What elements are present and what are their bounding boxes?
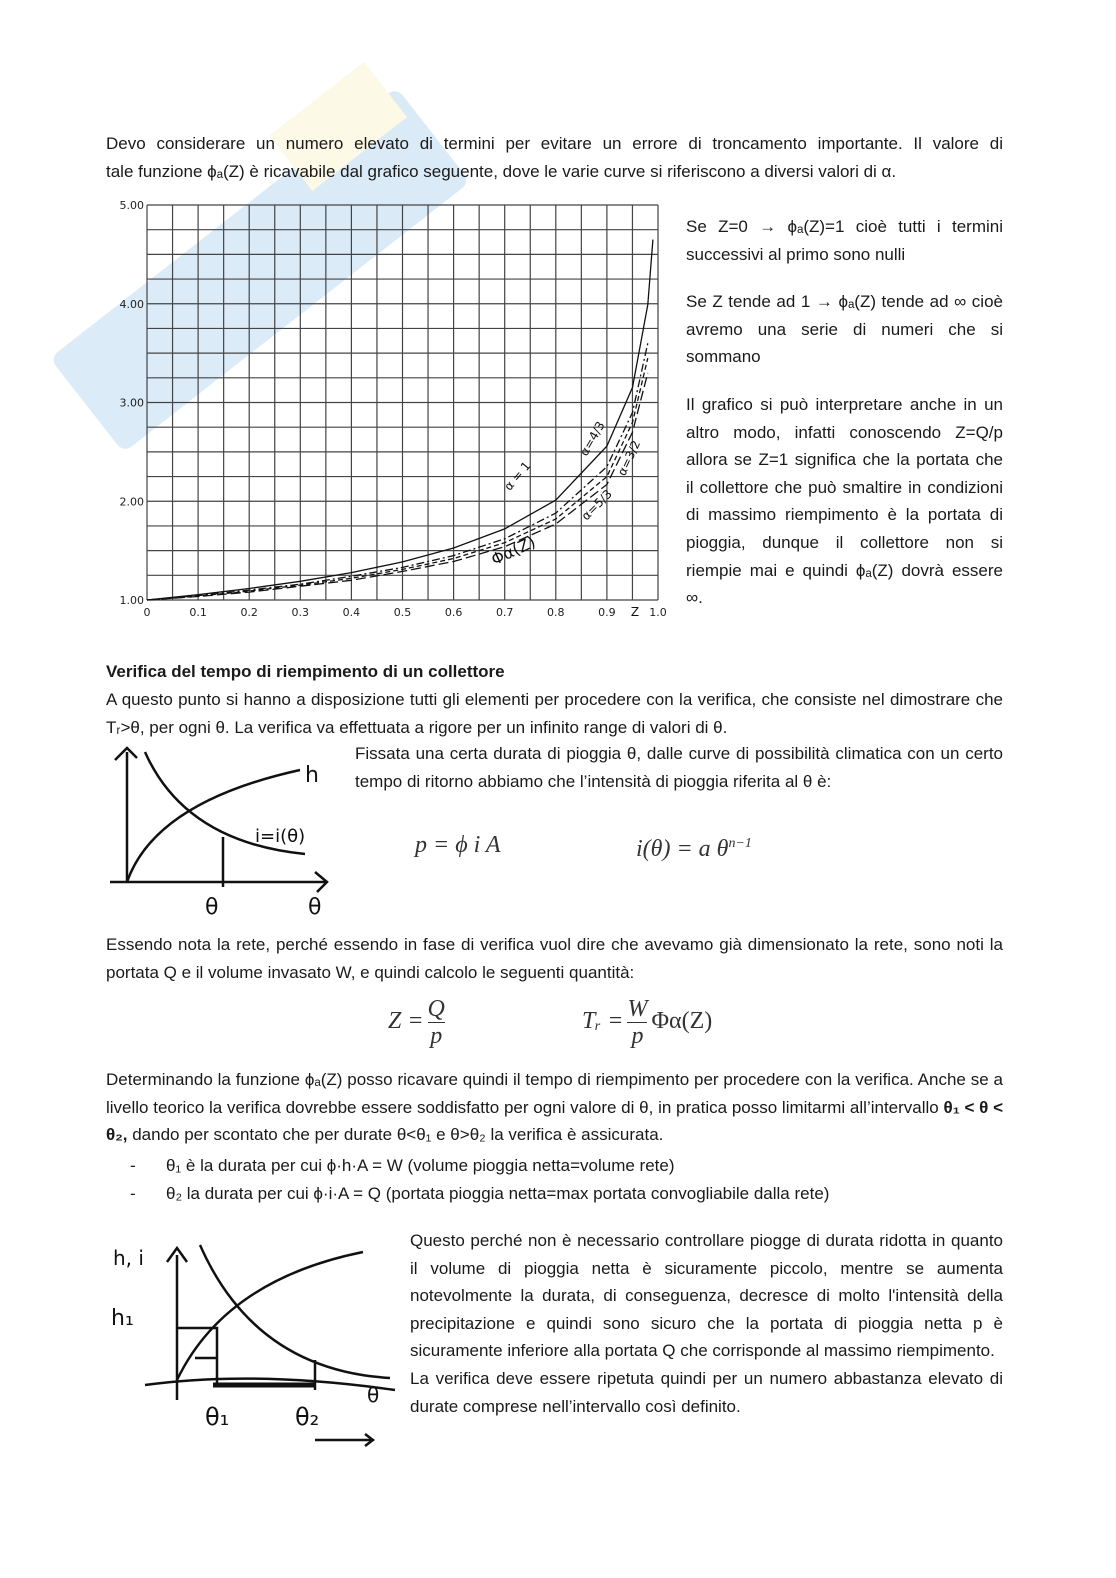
x-tick-label: 0 bbox=[143, 606, 151, 619]
y-tick-label: 2.00 bbox=[119, 495, 144, 509]
bullet-marker: - bbox=[130, 1156, 136, 1175]
y-tick-label: 3.00 bbox=[119, 396, 144, 410]
chart-note-2: Se Z tende ad 1 → ϕₐ(Z) tende ad ∞ cioè avremo una serie di numeri che si sommano bbox=[686, 292, 1003, 367]
final-para-2: La verifica deve essere ripetuta quindi per un numero abbastanza elevato di durate comprese nell’intervallo così definito. bbox=[410, 1368, 1003, 1416]
formula-tr bbox=[582, 996, 712, 1049]
x-tick-label: 0.6 bbox=[444, 606, 463, 619]
bullet-marker: - bbox=[130, 1184, 136, 1203]
y-tick-label: 4.00 bbox=[119, 297, 144, 311]
x-tick-label: 0.5 bbox=[393, 606, 412, 619]
section-heading: Verifica del tempo di riempimento di un collettore bbox=[106, 662, 505, 681]
series-label: α=3/2 bbox=[614, 438, 644, 478]
formula-p: p = ϕ i A bbox=[415, 832, 501, 858]
formula-z-lhs: Z = bbox=[388, 1008, 424, 1035]
formula-tr-den: p bbox=[631, 1023, 644, 1049]
sketch1-i-label: i=i(θ) bbox=[255, 826, 306, 847]
x-tick-label: 0.7 bbox=[495, 606, 514, 619]
formula-tr-num: W bbox=[627, 996, 648, 1022]
sketch1-h-label: h bbox=[305, 763, 319, 788]
x-tick-label: 0.1 bbox=[189, 606, 207, 619]
series-line bbox=[147, 358, 648, 600]
formula-z bbox=[388, 996, 449, 1049]
x-tick-label: 0.2 bbox=[240, 606, 258, 619]
section-para3: Determinando la funzione ϕₐ(Z) posso ricavare quindi il tempo di riempimento per procedere con la verifica. Anche se a livello teorico la verifica dovrebbe essere soddisfatto per ogni valore di θ, in pratica posso limitarmi all’intervallo bbox=[106, 1070, 1003, 1117]
sketch2-theta1-label: θ₁ bbox=[205, 1403, 230, 1431]
formula-i-exponent: n−1 bbox=[728, 836, 752, 851]
sketch1-theta-label: θ bbox=[205, 895, 219, 920]
intro-line-1: Devo considerare un numero elevato di termini per evitare un errore di troncamento importante. Il valore di bbox=[106, 134, 1003, 153]
curve-label: Φα(Z) bbox=[488, 532, 539, 570]
sketch2-theta2-label: θ₂ bbox=[295, 1403, 320, 1431]
x-tick-label: 0.3 bbox=[291, 606, 310, 619]
series-label: α=5/3 bbox=[578, 486, 615, 524]
x-tick-label: 0.8 bbox=[547, 606, 565, 619]
series-line bbox=[147, 373, 648, 600]
section-para2: Essendo nota la rete, perché essendo in fase di verifica vuol dire che avevamo già dimensionato la rete, sono noti la portata Q e il volume invasato W, e quindi calcolo le seguenti quantità: bbox=[106, 935, 1003, 982]
series-line bbox=[147, 343, 648, 600]
interval-bold: θ₁ < θ < θ₂, bbox=[106, 1097, 1004, 1145]
formula-z-num: Q bbox=[427, 996, 445, 1022]
x-tick-label: 1.0 bbox=[649, 606, 667, 619]
series-label: α = 1 bbox=[501, 458, 534, 494]
intro-line-2: tale funzione ϕₐ(Z) è ricavabile dal grafico seguente, dove le varie curve si riferiscono a diversi valori di α. bbox=[106, 162, 897, 181]
sketch2-axis-label: θ bbox=[367, 1383, 380, 1407]
formula-z-den: p bbox=[430, 1023, 443, 1049]
x-tick-label: 0.4 bbox=[342, 606, 361, 619]
sketch-h-i-curves bbox=[105, 742, 335, 922]
section-para3-end: dando per scontato che per durate θ<θ₁ e θ>θ₂ la verifica è assicurata. bbox=[132, 1125, 664, 1145]
x-axis-label: Z bbox=[630, 605, 640, 619]
y-tick-label: 5.00 bbox=[119, 199, 144, 212]
series-line bbox=[147, 240, 653, 600]
formula-i-base: i(θ) = a θ bbox=[636, 836, 729, 862]
chart-note-1: Se Z=0 → ϕₐ(Z)=1 cioè tutti i termini successivi al primo sono nulli bbox=[686, 217, 1003, 264]
sketch2-h1-label: h₁ bbox=[111, 1306, 134, 1331]
bullet-theta2: θ₂ la durata per cui ϕ·i·A = Q (portata pioggia netta=max portata convogliabile dalla rete) bbox=[166, 1184, 830, 1203]
bullet-theta1: θ₁ è la durata per cui ϕ·h·A = W (volume pioggia netta=volume rete) bbox=[166, 1156, 675, 1175]
formula-tr-rhs: Φα(Z) bbox=[651, 1008, 713, 1035]
intensity-text: Fissata una certa durata di pioggia θ, dalle curve di possibilità climatica con un certo tempo di ritorno abbiamo che l’intensità di pioggia riferita al θ è: bbox=[355, 744, 1003, 791]
sketch-interval-theta bbox=[105, 1240, 400, 1455]
final-para-1: Questo perché non è necessario controllare piogge di durata ridotta in quanto il volume di pioggia netta è sicuramente piccolo, mentre se aumenta notevolmente la durata, di conseguenza, decresce di molto l'intensità della precipitazione e quindi sono sicuro che la portata di pioggia netta p è sicuramente inferiore alla portata Q che corrisponde al massimo riempimento. bbox=[410, 1231, 1003, 1361]
sketch2-hi-label: h, i bbox=[113, 1246, 144, 1270]
chart-note-3: Il grafico si può interpretare anche in un altro modo, infatti conoscendo Z=Q/p allora se Z=1 significa che la portata che il collettore che può smaltire in condizioni di massimo riempimento è la portata di pioggia, dunque il collettore non si riempie mai e quindi ϕₐ(Z) dovrà essere ∞. bbox=[686, 394, 1003, 608]
sketch1-axis-label: θ bbox=[308, 895, 322, 920]
section-para: A questo punto si hanno a disposizione tutti gli elementi per procedere con la verifica, che consiste nel dimostrare che Tᵣ>θ, per ogni θ. La verifica va effettuata a rigore per un infinito range di valori di θ. bbox=[106, 690, 1003, 737]
phi-alpha-chart bbox=[100, 190, 670, 625]
y-tick-label: 1.00 bbox=[119, 594, 144, 607]
formula-tr-lhs: Tᵣ = bbox=[582, 1008, 624, 1035]
formula-i bbox=[636, 836, 752, 863]
x-tick-label: 0.9 bbox=[598, 606, 616, 619]
series-label: α=4/3 bbox=[576, 419, 608, 459]
